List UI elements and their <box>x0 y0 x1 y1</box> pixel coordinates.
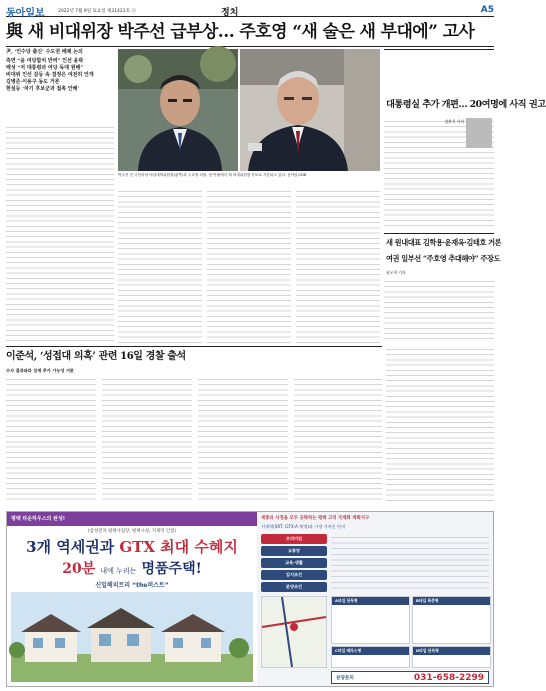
ad-sub-b: 내에 누리는 <box>100 567 137 575</box>
right-story-2-body <box>384 278 494 343</box>
sub-headline-1: 새 원내대표 김학용·윤재옥·김태호 거론 <box>386 238 502 247</box>
plan-card <box>331 596 410 644</box>
ad-map <box>261 596 327 668</box>
ad-top-banner-text: 평택 타운하우스의 완성! <box>11 516 66 522</box>
teaser-line: 측면 “윤 여당합치 반려” 인선 윤곽 <box>6 58 84 64</box>
ad-right-top-2: 지제역(SRT, GTX-A 예정)과 가장 가까운 단지 <box>261 524 346 529</box>
contact-label: 분양문의 <box>336 676 354 681</box>
ad-menu-location: 입지조건 <box>261 570 327 580</box>
ad-sub-c: 명품주택! <box>141 561 202 577</box>
ad-menu-transport: 교통망 <box>261 546 327 556</box>
bottom-kicker: 수사 결과따라 징계 추가 가능성 거론 <box>6 368 74 373</box>
plan-title: B타입 복층형 <box>413 597 490 605</box>
right-story-headline: 대통령실 추가 개편… 20여명에 사직 권고 <box>386 99 546 110</box>
headline-rule <box>6 46 494 47</box>
teaser-line: 비대위 인선 갈등 속 결정은 여전히 안개 <box>6 72 94 78</box>
sub-headline-2: 여권 일부선 “주호영 추대해야” 주장도 <box>386 254 501 263</box>
ad-left-pane <box>7 512 257 686</box>
real-estate-ad <box>6 511 494 687</box>
right-story-rule <box>384 49 494 50</box>
photo-park-juseon <box>118 49 238 171</box>
contact-phone: 031-658-2299 <box>413 673 484 683</box>
ad-right-pane <box>257 512 493 686</box>
left-kicker: 尹, ‘인수당 출신’ 수도권 배제 논의 <box>6 49 83 55</box>
plan-title: C타입 테라스형 <box>332 647 409 655</box>
plan-title: D타입 단독형 <box>413 647 490 655</box>
reporter-photo <box>466 118 492 148</box>
ad-menu-sale-terms: 분양조건 <box>261 582 327 592</box>
bottom-body-text <box>6 376 382 504</box>
plan-card <box>331 646 410 668</box>
ad-headline-b: GTX 최대 수혜지 <box>119 538 238 556</box>
ad-top-banner <box>7 512 257 526</box>
ad-brand: 신일해피트리 “the퍼스트” <box>95 582 169 589</box>
ad-headline <box>7 536 257 557</box>
teaser-line: 현실등 ‘차기 후보군과 접촉 안해’ <box>6 86 80 92</box>
page-number: A5 <box>480 5 494 15</box>
teaser-line: 김병준·이용구 동도 거론 <box>6 79 60 85</box>
ad-menu-premium: 프리미엄 <box>261 534 327 544</box>
bottom-headline: 이준석, ‘성접대 의혹’ 관련 16일 경찰 출석 <box>6 351 186 362</box>
reporter-byline: 장관석 기자 <box>444 119 464 124</box>
left-teaser-block <box>6 49 114 121</box>
masthead <box>6 3 494 17</box>
plan-title: A타입 단독형 <box>332 597 409 605</box>
ad-building-illustration <box>11 592 253 682</box>
ad-feature-text <box>331 534 489 592</box>
ad-line1: (삼성전자 평택사업장, 평택시청, 지제역 인접) <box>87 529 177 534</box>
photo-caption: 박주선 전 국민의당 비상대책위원장(왼쪽)과 주호영 의원. 당 안팎에서 새 비대위원장 후보로 거론되고 있다. 동아일보DB <box>118 173 307 177</box>
left-body-text <box>6 124 114 341</box>
plan-card <box>412 596 491 644</box>
middle-body-text <box>118 188 380 343</box>
ad-menu-education: 교육·생활 <box>261 558 327 568</box>
ad-sub-a: 20분 <box>62 561 96 577</box>
right-bottom-body <box>386 346 494 504</box>
issue-date: 2022년 7월 9일 토요일 제31421호 ⓐ <box>58 9 136 14</box>
teaser-line: 백성 “저 대통령과 여당 독대 원해” <box>6 65 84 71</box>
ad-headline-a: 3개 역세권과 <box>26 538 115 556</box>
ad-right-top-1: 세종과 사정을 모두 공략하는 평택 고덕 국제화 계획지구 <box>261 516 370 521</box>
main-headline: 與 새 비대위장 박주선 급부상… 주호영 “새 술은 새 부대에” 고사 <box>6 22 475 42</box>
newspaper-logo: 동아일보 <box>6 8 45 19</box>
ad-contact-box <box>331 671 489 684</box>
section-title: 정치 <box>221 8 239 18</box>
ad-subline <box>7 558 257 578</box>
plan-card <box>412 646 491 668</box>
byline-2: 권오혁 기자 <box>386 270 406 275</box>
